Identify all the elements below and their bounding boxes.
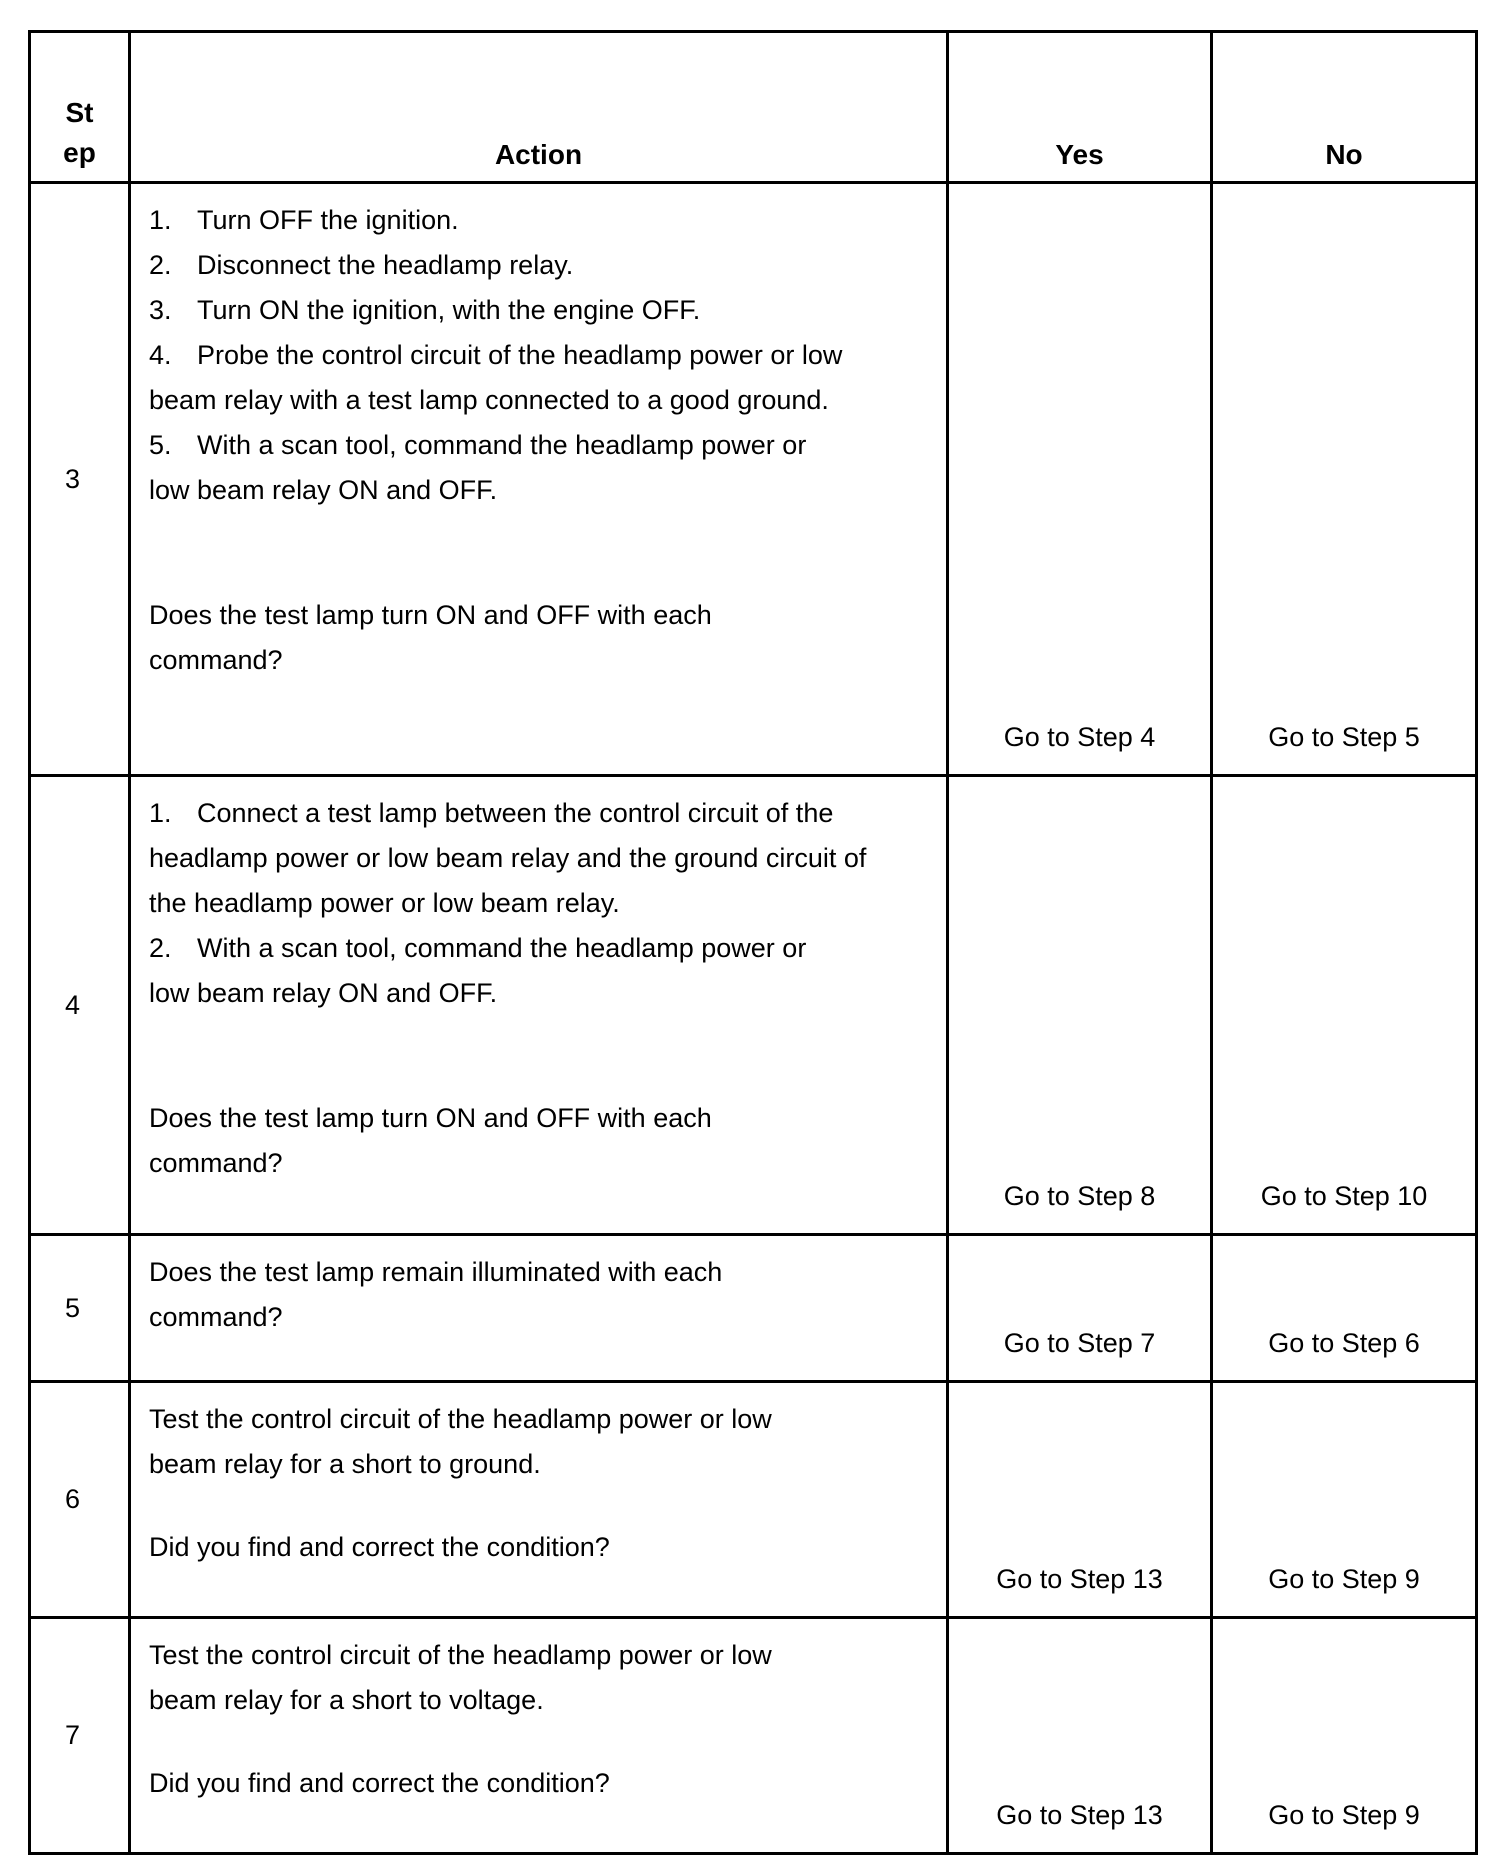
- item-number: 1.: [149, 205, 172, 235]
- item-number: 3.: [149, 295, 172, 325]
- question-text: Does the test lamp turn ON and OFF with each command?: [149, 600, 712, 675]
- item-text: Probe the control circuit of the headlamp power or low beam relay with a test lamp connected to a good ground.: [149, 340, 843, 415]
- header-step-line1: St: [65, 97, 94, 128]
- list-item: [149, 243, 928, 288]
- table-row: [30, 1618, 1477, 1854]
- item-text: With a scan tool, command the headlamp power or low beam relay ON and OFF.: [149, 430, 807, 505]
- yes-result: Go to Step 7: [948, 1235, 1212, 1382]
- step-number: 4: [30, 776, 130, 1235]
- item-text: Connect a test lamp between the control circuit of the headlamp power or low beam relay and the ground circuit of the headlamp power or low beam relay.: [149, 798, 867, 918]
- action-cell: [130, 183, 948, 776]
- no-result: Go to Step 5: [1212, 183, 1477, 776]
- spacer: [149, 1723, 928, 1761]
- action-cell: [130, 1618, 948, 1854]
- item-number: 1.: [149, 798, 172, 828]
- header-row: [30, 32, 1477, 183]
- no-result: Go to Step 10: [1212, 776, 1477, 1235]
- header-no: No: [1212, 32, 1477, 183]
- table-row: [30, 1235, 1477, 1382]
- question-text: Did you find and correct the condition?: [149, 1768, 610, 1798]
- item-text: With a scan tool, command the headlamp power or low beam relay ON and OFF.: [149, 933, 807, 1008]
- list-item: [149, 926, 849, 1016]
- step-number: 6: [30, 1382, 130, 1618]
- step-number: 3: [30, 183, 130, 776]
- header-yes: Yes: [948, 32, 1212, 183]
- step-number: 7: [30, 1618, 130, 1854]
- question-text: Does the test lamp turn ON and OFF with each command?: [149, 1103, 712, 1178]
- question-text: Did you find and correct the condition?: [149, 1532, 610, 1562]
- step-number: 5: [30, 1235, 130, 1382]
- table-row: [30, 1382, 1477, 1618]
- action-cell: [130, 776, 948, 1235]
- yes-result: Go to Step 4: [948, 183, 1212, 776]
- action-cell: [130, 1382, 948, 1618]
- table-row: [30, 776, 1477, 1235]
- header-step-line2: ep: [63, 137, 96, 168]
- item-number: 4.: [149, 340, 172, 370]
- no-result: Go to Step 9: [1212, 1382, 1477, 1618]
- list-item: [149, 198, 928, 243]
- no-result: Go to Step 6: [1212, 1235, 1477, 1382]
- header-action: Action: [130, 32, 948, 183]
- item-number: 2.: [149, 250, 172, 280]
- action-text: Test the control circuit of the headlamp power or low beam relay for a short to ground.: [149, 1404, 772, 1479]
- yes-result: Go to Step 13: [948, 1382, 1212, 1618]
- list-item: [149, 288, 928, 333]
- spacer: [149, 1487, 928, 1525]
- spacer: [149, 513, 928, 593]
- no-result: Go to Step 9: [1212, 1618, 1477, 1854]
- header-step: [30, 32, 130, 183]
- item-text: Disconnect the headlamp relay.: [197, 250, 574, 280]
- item-text: Turn OFF the ignition.: [197, 205, 459, 235]
- item-number: 5.: [149, 430, 172, 460]
- action-text: Test the control circuit of the headlamp power or low beam relay for a short to voltage.: [149, 1640, 772, 1715]
- table-row: [30, 183, 1477, 776]
- question-text: Does the test lamp remain illuminated with each command?: [149, 1257, 723, 1332]
- item-text: Turn ON the ignition, with the engine OFF.: [197, 295, 701, 325]
- action-cell: [130, 1235, 948, 1382]
- list-item: [149, 333, 849, 423]
- list-item: [149, 423, 849, 513]
- list-item: [149, 791, 889, 926]
- spacer: [149, 1016, 928, 1096]
- diagnostic-table: [28, 30, 1478, 1855]
- item-number: 2.: [149, 933, 172, 963]
- yes-result: Go to Step 8: [948, 776, 1212, 1235]
- yes-result: Go to Step 13: [948, 1618, 1212, 1854]
